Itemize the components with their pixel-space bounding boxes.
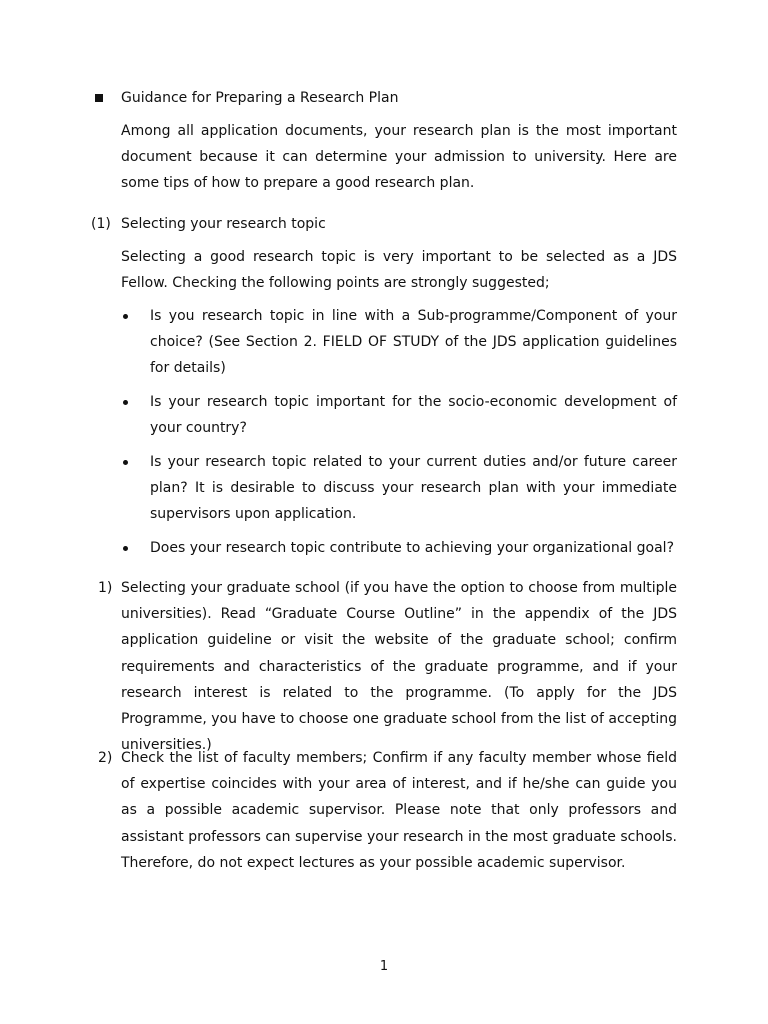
heading-title: Guidance for Preparing a Research Plan <box>121 90 399 106</box>
bullet-dot-icon <box>123 546 128 551</box>
section-title: Selecting your research topic <box>121 216 326 232</box>
item-text: Selecting your graduate school (if you have the option to choose from multiple universities). Read “Graduate Course Outline” in the appendix of the JDS application guideline or visit the website of the graduate school; confirm requirements and characteristics of the graduate programme, and if your research interest is related to the programme. (To apply for the JDS Programme, you have to choose one graduate school from the list of accepting universities.) <box>121 580 677 754</box>
item-number: 1) <box>98 580 113 596</box>
bullet-dot-icon <box>123 400 128 405</box>
item-number: 2) <box>98 750 113 766</box>
square-bullet-icon <box>95 94 103 102</box>
bullet-text: Is you research topic in line with a Sub-programme/Component of your choice? (See Section 2. FIELD OF STUDY of the JDS application guidelines for details) <box>150 308 677 377</box>
bullet-text: Is your research topic important for the socio-economic development of your country? <box>150 394 677 437</box>
page-number: 1 <box>379 959 389 974</box>
item-text: Check the list of faculty members; Confirm if any faculty member whose field of expertise coincides with your area of interest, and if he/she can guide you as a possible academic supervisor. Please note that only professors and assistant professors can supervise your research in the most graduate schools. Therefore, do not expect lectures as your possible academic supervisor. <box>121 750 677 871</box>
section-1-body: Selecting a good research topic is very important to be selected as a JDS Fellow. Checking the following points are strongly suggested; <box>121 249 677 292</box>
intro-paragraph: Among all application documents, your research plan is the most important document because it can determine your admission to university. Here are some tips of how to prepare a good research plan. <box>121 123 677 192</box>
section-number: (1) <box>91 216 111 232</box>
bullet-dot-icon <box>123 460 128 465</box>
bullet-text: Is your research topic related to your current duties and/or future career plan? It is desirable to discuss your research plan with your immediate supervisors upon application. <box>150 454 677 523</box>
bullet-dot-icon <box>123 314 128 319</box>
bullet-text: Does your research topic contribute to achieving your organizational goal? <box>150 540 675 556</box>
